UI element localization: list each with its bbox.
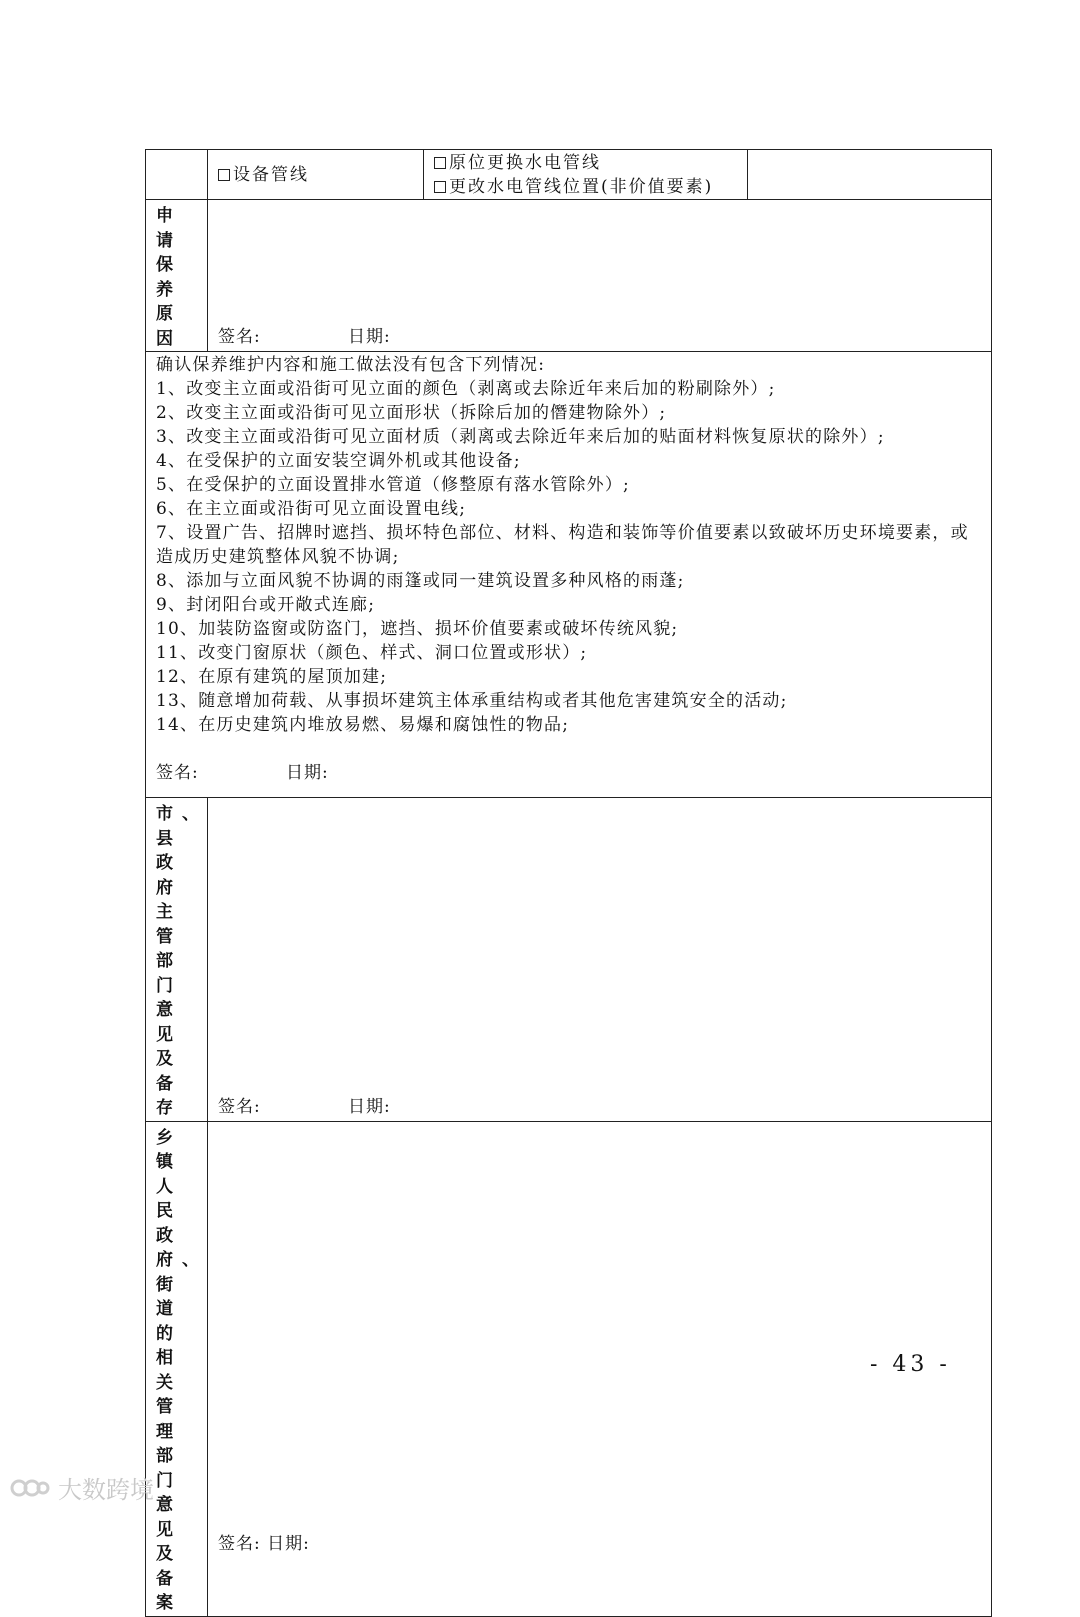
- list-item: 5、在受保护的立面设置排水管道（修整原有落水管除外）;: [156, 475, 630, 495]
- pipeline-detail-cell: [424, 150, 748, 200]
- town-label-cell: [146, 1121, 208, 1616]
- city-date-label: 日期:: [348, 1096, 391, 1117]
- list-item: 8、添加与立面风貌不协调的雨篷或同一建筑设置多种风格的雨蓬;: [156, 571, 685, 591]
- checkbox-change-position[interactable]: [434, 181, 446, 193]
- reason-label: 申请保养原因: [156, 206, 182, 349]
- list-item: 4、在受保护的立面安装空调外机或其他设备;: [156, 451, 521, 471]
- city-opinion-row: [146, 798, 992, 1122]
- application-form-table: [145, 149, 992, 1617]
- empty-label-cell: [146, 150, 208, 200]
- confirm-intro: 确认保养维护内容和施工做法没有包含下列情况:: [156, 355, 546, 375]
- pipeline-row: [146, 150, 992, 200]
- list-item: 2、改变主立面或沿街可见立面形状（拆除后加的僭建物除外）;: [156, 403, 667, 423]
- list-item: 3、改变主立面或沿街可见立面材质（剥离或去除近年来后加的贴面材料恢复原状的除外）;: [156, 427, 885, 447]
- page-number: - 43 -: [870, 1352, 951, 1377]
- watermark: [10, 1470, 154, 1505]
- town-label: 乡镇人民政府、街道的相关管理部门意见及备案: [156, 1127, 208, 1613]
- town-sign-date-label: 签名: 日期:: [218, 1533, 310, 1554]
- confirm-sign-label: 签名:: [156, 763, 199, 783]
- watermark-text: 大数跨境: [58, 1476, 154, 1504]
- list-item: 10、加装防盗窗或防盗门，遮挡、损坏价值要素或破坏传统风貌;: [156, 619, 679, 639]
- confirm-date-label: 日期:: [286, 763, 329, 783]
- option-replace-in-place: 原位更换水电管线: [449, 153, 601, 173]
- list-item: 1、改变主立面或沿街可见立面的颜色（剥离或去除近年来后加的粉刷除外）;: [156, 379, 776, 399]
- list-item: 13、随意增加荷载、从事损坏建筑主体承重结构或者其他危害建筑安全的活动;: [156, 691, 788, 711]
- list-item: 9、封闭阳台或开敞式连廊;: [156, 595, 376, 615]
- city-label-cell: [146, 798, 208, 1122]
- confirm-content-cell: [146, 352, 992, 798]
- option-equipment-pipeline: 设备管线: [233, 164, 309, 185]
- city-label: 市、县政府主管部门意见及备存: [156, 804, 208, 1118]
- reason-label-cell: [146, 200, 208, 352]
- list-item: 7、设置广告、招牌时遮挡、损坏特色部位、材料、构造和装饰等价值要素以致破坏历史环境要素，或造成历史建筑整体风貌不协调;: [156, 523, 969, 567]
- reason-content-cell[interactable]: [208, 200, 992, 352]
- checkbox-equipment-pipeline[interactable]: [218, 169, 230, 181]
- checkbox-replace-in-place[interactable]: [434, 157, 446, 169]
- list-item: 6、在主立面或沿街可见立面设置电线;: [156, 499, 467, 519]
- pipeline-option-cell: [208, 150, 424, 200]
- option-change-position: 更改水电管线位置(非价值要素): [449, 177, 714, 197]
- list-item: 14、在历史建筑内堆放易燃、易爆和腐蚀性的物品;: [156, 715, 570, 735]
- city-content-cell[interactable]: [208, 798, 992, 1122]
- reason-sign-label: 签名:: [218, 327, 261, 347]
- watermark-logo-icon: [10, 1474, 50, 1502]
- confirm-row: [146, 352, 992, 798]
- reason-row: [146, 200, 992, 352]
- list-item: 11、改变门窗原状（颜色、样式、洞口位置或形状）;: [156, 643, 588, 663]
- reason-date-label: 日期:: [348, 327, 391, 347]
- city-sign-label: 签名:: [218, 1096, 261, 1117]
- list-item: 12、在原有建筑的屋顶加建;: [156, 667, 388, 687]
- pipeline-extra-cell: [748, 150, 992, 200]
- town-opinion-row: [146, 1121, 992, 1616]
